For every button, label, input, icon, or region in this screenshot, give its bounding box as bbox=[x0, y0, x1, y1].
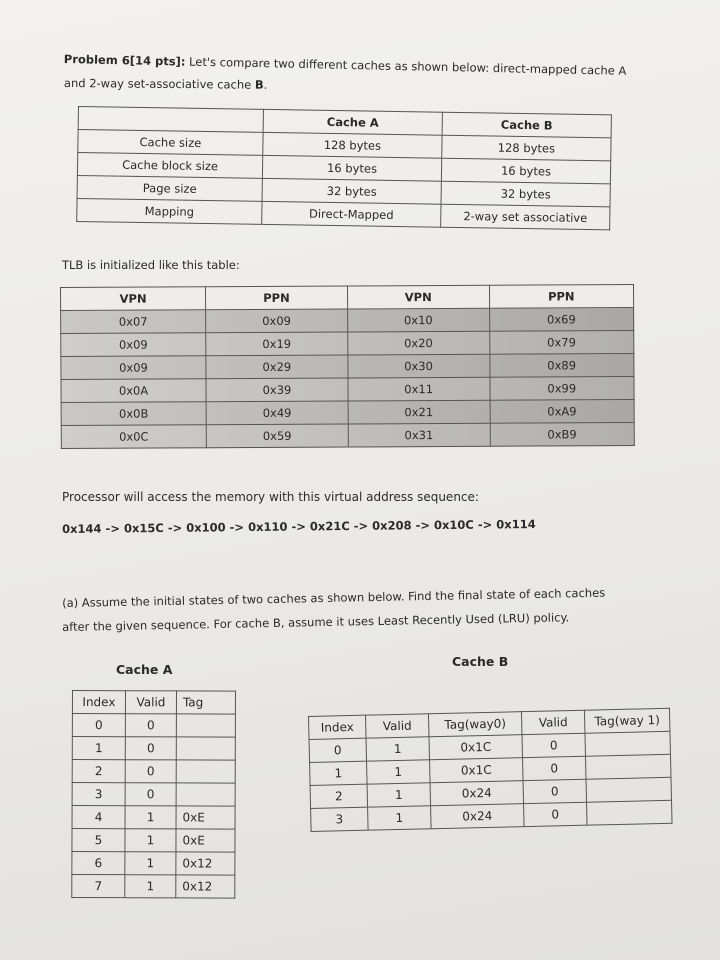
cache-b-cell: 0 bbox=[524, 802, 588, 826]
cache-b-header-cell: Tag(way 1) bbox=[584, 708, 669, 733]
tlb-cell: 0x11 bbox=[348, 377, 490, 401]
comparison-cell: 128 bytes bbox=[442, 135, 611, 161]
tlb-cell: 0x10 bbox=[347, 308, 489, 332]
cache-b-cell bbox=[585, 754, 670, 779]
problem-heading: Problem 6[14 pts]: bbox=[63, 52, 186, 69]
comparison-cell: 16 bytes bbox=[441, 158, 610, 184]
tlb-cell: 0x19 bbox=[206, 332, 348, 356]
cache-b-cell: 1 bbox=[368, 806, 432, 830]
tlb-header-cell: PPN bbox=[206, 286, 348, 310]
tlb-caption: TLB is initialized like this table: bbox=[62, 258, 240, 272]
tlb-cell: 0xB9 bbox=[490, 422, 635, 446]
cache-a-cell bbox=[176, 737, 235, 760]
cache-a-cell: 0x12 bbox=[176, 875, 235, 898]
cache-a-cell: 5 bbox=[72, 829, 125, 852]
intro-line2-period: . bbox=[263, 77, 268, 92]
cache-b-header-cell: Valid bbox=[521, 710, 585, 734]
comparison-cell: 128 bytes bbox=[263, 132, 442, 158]
cache-b-cell: 0x1C bbox=[430, 758, 523, 783]
cache-a-row bbox=[72, 806, 235, 830]
cache-b-cell: 1 bbox=[310, 761, 368, 785]
cache-a-cell bbox=[176, 714, 235, 737]
cache-a-cell: 2 bbox=[72, 760, 125, 783]
comparison-label: Cache block size bbox=[77, 153, 262, 179]
address-sequence: 0x144 -> 0x15C -> 0x100 -> 0x110 -> 0x21C -> 0x208 -> 0x10C -> 0x114 bbox=[62, 517, 536, 536]
cache-a-cell: 0 bbox=[72, 714, 125, 737]
comparison-cell: 32 bytes bbox=[262, 178, 441, 204]
comparison-label: Cache size bbox=[78, 130, 263, 156]
cache-b-cell: 3 bbox=[311, 807, 369, 831]
tlb-cell: 0x0A bbox=[61, 379, 206, 403]
comparison-header-cell: Cache B bbox=[442, 112, 611, 138]
tlb-cell: 0x39 bbox=[206, 378, 348, 402]
tlb-header-row bbox=[61, 284, 634, 310]
cache-b-header-cell: Tag(way0) bbox=[428, 712, 521, 737]
problem-intro-line2 bbox=[64, 76, 268, 92]
problem-intro-line1 bbox=[64, 52, 627, 78]
cache-a-cell: 1 bbox=[125, 852, 176, 875]
cache-a-header-cell: Index bbox=[72, 691, 125, 714]
tlb-cell: 0x0C bbox=[61, 425, 206, 449]
sequence-caption: Processor will access the memory with this virtual address sequence: bbox=[62, 490, 479, 504]
cache-b-header-cell: Valid bbox=[365, 714, 429, 738]
tlb-row bbox=[61, 330, 634, 356]
cache-a-row bbox=[72, 783, 235, 807]
comparison-header-cell: Cache A bbox=[263, 109, 442, 135]
cache-a-cell: 1 bbox=[125, 806, 176, 829]
comparison-cell: 2-way set associative bbox=[441, 204, 610, 230]
cache-a-cell: 1 bbox=[72, 737, 125, 760]
tlb-cell: 0x79 bbox=[489, 330, 634, 354]
tlb-cell: 0x59 bbox=[206, 424, 348, 448]
comparison-label: Page size bbox=[77, 175, 262, 201]
cache-a-cell: 0x12 bbox=[176, 852, 235, 875]
cache-a-row bbox=[72, 714, 235, 738]
cache-a-cell bbox=[176, 760, 235, 783]
cache-b-cell bbox=[585, 731, 670, 756]
cache-b-cell: 0 bbox=[309, 738, 367, 762]
comparison-cell: 32 bytes bbox=[441, 181, 610, 207]
cache-a-cell: 0 bbox=[125, 783, 176, 806]
cache-a-row bbox=[72, 737, 235, 761]
cache-a-cell: 0 bbox=[125, 737, 176, 760]
tlb-cell: 0x30 bbox=[348, 354, 490, 378]
tlb-cell: 0x49 bbox=[206, 401, 348, 425]
intro-line2-cache-b: B bbox=[254, 77, 264, 92]
cache-a-cell: 6 bbox=[72, 852, 125, 875]
tlb-cell: 0xA9 bbox=[490, 399, 635, 423]
cache-b-cell: 0 bbox=[523, 779, 587, 803]
tlb-row bbox=[61, 422, 634, 448]
tlb-cell: 0x0B bbox=[61, 402, 206, 426]
part-a-line2: after the given sequence. For cache B, assume it uses Least Recently Used (LRU) policy. bbox=[62, 610, 570, 634]
cache-comparison-table bbox=[76, 106, 612, 230]
tlb-header-cell: VPN bbox=[347, 285, 489, 309]
cache-a-table bbox=[71, 690, 236, 899]
tlb-cell: 0x20 bbox=[348, 331, 490, 355]
cache-b-cell: 0 bbox=[522, 733, 586, 757]
tlb-row bbox=[61, 353, 634, 379]
cache-a-cell: 7 bbox=[72, 875, 125, 898]
cache-b-header-cell: Index bbox=[309, 715, 367, 739]
cache-a-cell: 1 bbox=[125, 829, 176, 852]
cache-a-cell: 0xE bbox=[176, 806, 235, 829]
tlb-cell: 0x21 bbox=[348, 400, 490, 424]
cache-a-cell: 0 bbox=[125, 714, 176, 737]
tlb-cell: 0x09 bbox=[206, 309, 348, 333]
tlb-cell: 0x99 bbox=[489, 376, 634, 400]
comparison-cell: 16 bytes bbox=[262, 155, 441, 181]
cache-b-cell: 0x1C bbox=[429, 735, 522, 760]
tlb-header-cell: PPN bbox=[489, 284, 634, 308]
cache-b-cell: 0x24 bbox=[431, 804, 524, 829]
tlb-cell: 0x29 bbox=[206, 355, 348, 379]
cache-a-header-row bbox=[72, 691, 235, 715]
tlb-cell: 0x09 bbox=[61, 356, 206, 380]
part-a-line1: (a) Assume the initial states of two caches as shown below. Find the final state of each caches bbox=[62, 585, 606, 610]
problem-intro-text: Let's compare two different caches as shown below: direct-mapped cache A bbox=[188, 54, 627, 78]
cache-a-row bbox=[72, 852, 235, 876]
cache-a-row bbox=[72, 875, 235, 899]
tlb-row bbox=[61, 307, 634, 333]
tlb-cell: 0x09 bbox=[61, 333, 206, 357]
cache-a-cell bbox=[176, 783, 235, 806]
cache-a-header-cell: Valid bbox=[125, 691, 176, 714]
comparison-header-cell bbox=[78, 107, 263, 133]
tlb-row bbox=[61, 376, 634, 402]
cache-b-cell: 1 bbox=[367, 783, 431, 807]
cache-b-cell bbox=[587, 800, 672, 825]
tlb-cell: 0x31 bbox=[348, 423, 490, 447]
cache-b-cell: 0x24 bbox=[430, 781, 523, 806]
comparison-label: Mapping bbox=[77, 198, 262, 224]
comparison-cell: Direct-Mapped bbox=[262, 201, 441, 227]
cache-a-row bbox=[72, 760, 235, 784]
cache-b-cell: 1 bbox=[366, 737, 430, 761]
tlb-cell: 0x69 bbox=[489, 307, 634, 331]
cache-a-row bbox=[72, 829, 235, 853]
cache-b-cell: 0 bbox=[523, 756, 587, 780]
cache-b-cell bbox=[586, 777, 671, 802]
cache-b-title: Cache B bbox=[452, 654, 509, 669]
tlb-row bbox=[61, 399, 634, 425]
intro-line2-text: and 2-way set-associative cache bbox=[63, 76, 255, 92]
cache-a-cell: 1 bbox=[125, 875, 176, 898]
tlb-table bbox=[60, 284, 635, 449]
cache-a-cell: 0xE bbox=[176, 829, 235, 852]
cache-a-header-cell: Tag bbox=[176, 691, 235, 714]
cache-b-table bbox=[308, 708, 673, 832]
cache-b-cell: 2 bbox=[310, 784, 368, 808]
cache-a-cell: 3 bbox=[72, 783, 125, 806]
cache-a-title: Cache A bbox=[116, 662, 173, 677]
cache-a-cell: 0 bbox=[125, 760, 176, 783]
tlb-header-cell: VPN bbox=[61, 287, 206, 311]
tlb-cell: 0x07 bbox=[61, 310, 206, 334]
cache-a-cell: 4 bbox=[72, 806, 125, 829]
cache-b-cell: 1 bbox=[367, 760, 431, 784]
tlb-cell: 0x89 bbox=[489, 353, 634, 377]
